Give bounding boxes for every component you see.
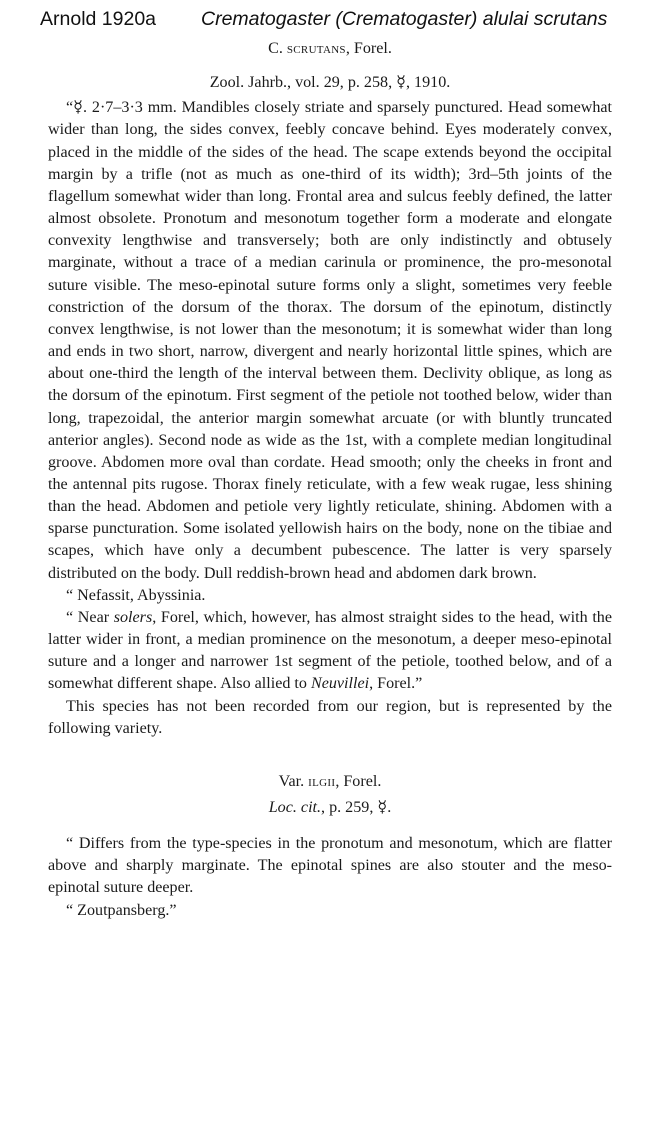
original-reference: Zool. Jahrb., vol. 29, p. 258, ☿, 1910. (209, 74, 451, 92)
type-locality: “ Nefassit, Abyssinia. (66, 586, 206, 604)
variety-locality: “ Zoutpansberg.” (66, 901, 177, 919)
variety-reference (48, 797, 612, 819)
variety-reference-rest: , p. 259, ☿. (321, 799, 392, 816)
page-header (40, 8, 640, 38)
taxon-name: Crematogaster (Crematogaster) alulai scrutans (201, 8, 608, 30)
section-gap (48, 740, 612, 771)
species-name: scrutans (286, 40, 346, 57)
citation: Arnold 1920a (40, 8, 157, 30)
comparison-text-1: “ Near (66, 608, 110, 626)
loc-cit: Loc. cit. (268, 799, 322, 816)
variety-description: “ Differs from the type-species in the pronotum and mesonotum, which are flatter above and sharply marginate. The epinotal spines are also stouter and the meso-epinotal suture deeper. (48, 835, 612, 897)
variety-heading (48, 771, 612, 793)
comparison-paragraph (48, 607, 612, 696)
species-author: , Forel. (345, 40, 392, 57)
solers-name: solers (113, 608, 153, 626)
species-heading (48, 38, 612, 60)
variety-author: , Forel. (335, 772, 382, 790)
comparison-text-2: , Forel, which, however, has almost straight sides to the head, with the latter wider in front, a median prominence on the mesonotum, a deeper meso-epinotal suture and a longer and narrower 1st segment of the petiole, toothed below, and of a somewhat different shape. Also allied to (48, 608, 612, 693)
variety-prefix: Var. (278, 772, 305, 790)
comparison-text-3: , Forel.” (369, 675, 423, 693)
variety-name: ilgii (308, 772, 336, 790)
page-body (48, 38, 612, 922)
regional-remark: This species has not been recorded from our region, but is represented by the following variety. (48, 697, 612, 737)
genus-abbrev: C. (268, 40, 283, 57)
description-paragraph: “☿. 2·7–3·3 mm. Mandibles closely striate and sparsely punctured. Head somewhat wider than long, the sides convex, feebly concave behind. Eyes moderately convex, placed in the middle of the sides of the head. The scape extends beyond the occipital margin by a trifle (not as much as one-third of its width); 3rd–5th joints of the flagellum somewhat wider than long. Frontal area and sulcus feebly defined, the latter almost obsolete. Pronotum and mesonotum together form a moderate and elongate convexity lengthwise and transversely; both are only indistinctly and obtusely marginate, without a trace of a median carinula or prominence, the pro-mesonotal suture visible. The meso-epinotal suture forms only a slight, sometimes very feeble constriction of the dorsum of the thorax. The dorsum of the epinotum, distinctly convex lengthwise, is not lower than the mesonotum; it is somewhat wider than long and ends in two short, narrow, divergent and nearly horizontal little spines, which are about one-third the length of the interval between them. Declivity oblique, as long as the dorsum of the epinotum. First segment of the petiole not toothed below, wider than long, trapezoidal, the anterior margin somewhat arcuate (or with bluntly truncated anterior angles). Second node as wide as the 1st, with a complete median longitudinal groove. Abdomen more oval than cordate. Head smooth; only the cheeks in front and the antennal pits rugose. Thorax finely reticulate, with a few weak rugae, less shining than the head. Abdomen and petiole very lightly reticulate, shining. Abdomen with a sparse puncturation. Some isolated yellowish hairs on the body, none on the tibiae and scapes, which have only a decumbent pubescence. The latter is very sparsely distributed on the body. Dull reddish-brown head and abdomen dark brown. (48, 99, 612, 582)
neuvillei-name: Neuvillei (310, 675, 370, 693)
